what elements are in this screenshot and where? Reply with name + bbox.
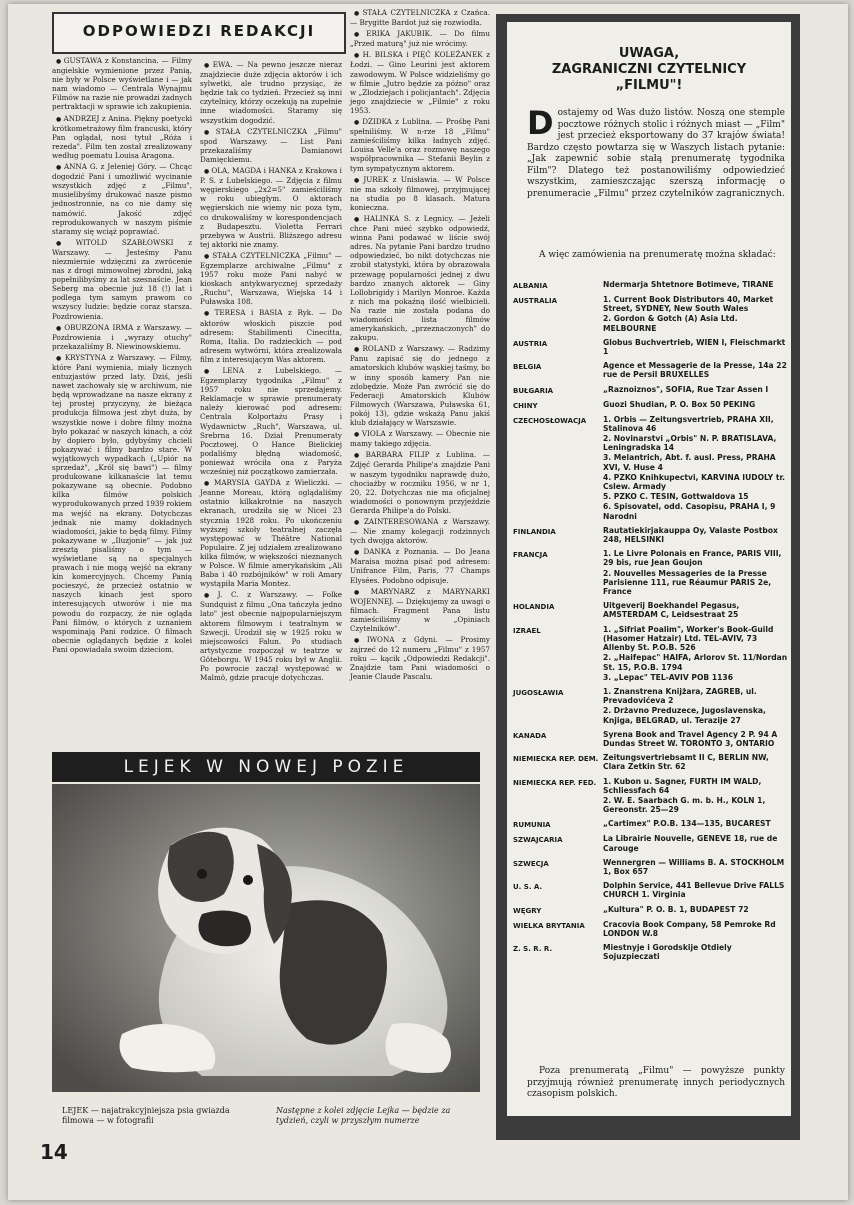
spaniel-illustration	[52, 784, 480, 1092]
page-number: 14	[40, 1140, 68, 1164]
reply-paragraph: ● TERESA i BASIA z Ryk. — Do aktorów włoskich piszcie pod adresem: Stabilimenti Cinecitta, Roma, Italia. Do radzieckich — pod adresem wytwórni, która zrealizowała film z interesującym Was aktorem.	[200, 308, 342, 364]
photo-heading	[52, 752, 480, 782]
country-name: CHINY	[513, 401, 538, 410]
country-name: ALBANIA	[513, 282, 548, 290]
distributor-row	[513, 601, 789, 620]
country-name: IZRAEL	[513, 626, 541, 635]
reply-paragraph: ● GUSTAWA z Konstancina. — Filmy angielskie wymienione przez Panią, nie były w Polsce wyświetlane i — jak nam wiadomo — Centrala Wynajmu Filmów na razie nie prowadzi żadnych pertraktacji w sprawie ich zakupienia.	[52, 56, 192, 112]
agent-list	[603, 601, 789, 620]
distributor-row	[513, 834, 789, 853]
distributor-row	[513, 687, 789, 726]
agent-entry: 5. PZKO C. TESIN, Gottwaldova 15	[603, 492, 749, 502]
reply-paragraph: ● HALINKA S. z Legnicy. — Jeżeli chce Pani mieć szybko odpowiedź, winna Pani podawać w liście swój adres. Na pytanie Pani bardzo trudno odpowiedzieć, bo nikt dotychczas nie zrobił statystyki, która by obrazowała przewagę popularności jednej z dwu bardzo znanych aktorek — Giny Lollobrigidy i Marilyn Monroe. Każda z nich ma pokaźną ilość wielbicieli. Na razie nie została podana do wiadomości lista filmów amerykańskich, „przeznaczonych" do zakupu.	[350, 214, 490, 342]
agent-entry: 2. Drżavno Preduzece, Jugoslavenska, Knjiga, BELGRAD, ul. Terazije 27	[603, 706, 766, 725]
distributor-row	[513, 625, 789, 683]
agent-entry: 2. Gordon & Gotch (A) Asia Ltd. MELBOURNE	[603, 314, 738, 333]
agent-entry: 2. W. E. Saarbach G. m. b. H., KOLN 1, Gereonstr. 25—29	[603, 795, 766, 815]
reply-paragraph: ● BARBARA FILIP z Lublina. — Zdjęć Gerarda Philipe'a znajdzie Pani w naszym tygodniku naprawdę dużo, chociażby w roczniku 1956, w nr 1, 20, 22. Dotychczas nie ma oficjalnej wiadomości o ponownym przyjeździe Gerarda Philipe'a do Polski.	[350, 450, 490, 515]
reply-paragraph: ● OBURZONA IRMA z Warszawy. — Pozdrowienia i „wyrazy otuchy" przekazaliśmy B. Niewinowskiemu.	[52, 323, 192, 351]
country-name: BUŁGARIA	[513, 386, 554, 395]
country-name: FINLANDIA	[513, 527, 556, 536]
reply-paragraph: ● ANNA G. z Jeleniej Góry. — Chcąc dogodzić Pani i umożliwić wycinanie wszystkich zdjęć z „Filmu", musielibyśmy drukować nasze pismo jednostronnie, na co nie damy się namówić. Jakość zdjęć reprodukowanych w naszym piśmie staramy się wciąż poprawiać.	[52, 162, 192, 236]
letters-column-2	[200, 60, 342, 684]
reply-paragraph: ● ERIKA JAKUBIK. — Do filmu „Przed maturą" już nie wrócimy.	[350, 29, 490, 48]
distributor-row	[513, 943, 789, 962]
reply-paragraph: ● H. BILSKA i PIĘĆ KOLEŻANEK z Łodzi. — Gino Leurini jest aktorem zawodowym. W Polsce widzieliśmy go w filmie „Jutro będzie za późno" oraz w „Złodziejach i policjantach". Zdjęcia jego znajdziecie w „Filmie" z roku 1953.	[350, 50, 490, 115]
notice-closing: Poza prenumeratą „Filmu" — powyższe punkty przyjmują również prenumeratę innych periodycznych czasopism polskich.	[527, 1066, 785, 1099]
reply-paragraph: ● STAŁA CZYTELNICZKA z Czańca. — Brygitte Bardot już się rozwiodła.	[350, 8, 490, 27]
agent-entry: „Cartimex" P.O.B. 134—135, BUCAREST	[603, 819, 771, 829]
section-title: ODPOWIEDZI REDAKCJI	[82, 22, 316, 40]
agent-list	[603, 834, 789, 853]
drop-cap: D	[527, 104, 554, 142]
photo-heading-text: LEJEK W NOWEJ POZIE	[123, 757, 409, 777]
agent-list	[603, 777, 789, 816]
reply-paragraph: ● IWONA z Gdyni. — Prosimy zajrzeć do 12 numeru „Filmu" z 1957 roku — kącik „Odpowiedzi Redakcji". Znajdzie tam Pani wiadomości o Jeanie Claude Pascalu.	[350, 635, 490, 681]
agent-list	[603, 858, 789, 877]
distributor-row	[513, 753, 789, 772]
agent-entry: Zeitungsvertriebsamt II C, BERLIN NW, Clara Zetkin Str. 62	[603, 753, 769, 772]
agent-list	[603, 526, 789, 545]
agent-list	[603, 730, 789, 749]
agent-list	[603, 361, 789, 380]
country-name: BELGIA	[513, 363, 542, 372]
agent-entry: Wennergren — Williams B. A. STOCKHOLM 1, Box 657	[603, 857, 785, 876]
distributor-row	[513, 858, 789, 877]
country-name: SZWECJA	[513, 859, 549, 868]
agent-list	[603, 920, 789, 939]
agent-entry: 1. Current Book Distributors 40, Market Street, SYDNEY, New South Wales	[603, 295, 774, 314]
reply-paragraph: ● ANDRZEJ z Anina. Piękny poetycki krótkometrażowy film francuski, który Pan oglądał, nosi tytuł „Róża i rezeda". Film ten został zrealizowany według poematu Louisa Aragona.	[52, 114, 192, 160]
distributor-row	[513, 385, 789, 396]
reply-paragraph: ● KRYSTYNA z Warszawy. — Filmy, które Pani wymienia, miały licznych entuzjastów przed laty. Dziś, jeśli nawet zachowały się w archiwum, nie będą wprowadzane na nasze ekrany z tej prostej przyczyny, że bieżąca produkcja filmowa jest zbyt duża, by wszystkie nowe i dobre filmy można było pokazać w naszych kinach, a cóż by dopiero było, gdybyśmy chcieli pokazywać i filmy bardzo stare. W wyjątkowych wypadkach („Upiór na sprzedaż", „Król się bawi") — filmy produkowane kilkanaście lat temu pokazywane są obecnie. Podobno kilka filmów polskich wyprodukowanych przed 1939 rokiem ma wejść na ekrany. Dotychczas jednak nie mamy dokładnych wiadomości, jakie to będą filmy. Filmy pokazywane w „Iluzjonie" — jak już zresztą pisaliśmy o tym — wyświetlane są na specjalnych prawach i nie mogą wejść na ekrany kin komercyjnych. Chcemy Panią pocieszyć, że przecież ostatnio w naszych kinach jest sporo interesujących utworów i nie ma powodu do rozpaczy, że nie ogląda Pani filmów, o których z uznaniem wspominają Pani rodzice. O filmach obecnie oglądanych będzie z kolei Pani opowiadała swoim dzieciom.	[52, 353, 192, 654]
agent-list	[603, 400, 789, 411]
agent-entry: 1. Znanstrena Knijżara, ZAGREB, ul. Prevadovićeva 2	[603, 686, 757, 706]
agent-list	[603, 819, 789, 830]
agent-list	[603, 753, 789, 772]
country-name: JUGOSŁAWIA	[513, 688, 564, 697]
reply-paragraph: ● ROLAND z Warszawy. — Radzimy Panu zapisać się do jednego z amatorskich klubów wąskiej taśmy, bo w inny sposób kamery Pan nie zdobędzie. Może Pan zwrócić się do Federacji Amatorskich Klubów Filmowych (Warszawa, Puławska 61, pokój 13), gdzie wskażą Panu jakiś klub działający w Warszawie.	[350, 344, 490, 427]
reply-paragraph: ● J. C. z Warszawy. — Folke Sundquist z filmu „Ona tańczyła jedno lato" jest obecnie najpopularniejszym aktorem filmowym i teatralnym w Szwecji. Urodził się w 1925 roku w miejscowości Falun. Po studiach artystyczne rozpoczął w teatrze w Göteborgu. W 1945 roku był w Anglii. Po powrocie zaczął występować w Malmö, gdzie pracuje dotychczas.	[200, 590, 342, 682]
agent-list	[603, 295, 789, 334]
agent-entry: 3. Melantrich, Abt. f. ausl. Press, PRAHA XVI, V. Huse 4	[603, 453, 776, 472]
agent-list	[603, 338, 789, 357]
reply-paragraph: ● DZIDKA z Lublina. — Prośbę Pani spełniliśmy. W n-rze 18 „Filmu" zamieściliśmy kilka ładnych zdjęć. Louisa Velle'a oraz rozmowę naszego współpracownika — Stefanii Beylin z tym sympatycznym aktorem.	[350, 117, 490, 173]
agent-list	[603, 943, 789, 962]
agent-entry: La Librairie Nouvelle, GENEVE 18, rue de Carouge	[603, 834, 778, 853]
agent-entry: 1. Le Livre Polonais en France, PARIS VIII, 29 bis, rue Jean Goujon	[603, 549, 782, 568]
agent-entry: Miestnyje i Gorodskije Otdiely Sojuzpieczati	[603, 942, 732, 962]
agent-list	[603, 625, 789, 683]
reply-paragraph: ● EWA. — Na pewno jeszcze nieraz znajdziecie duże zdjęcia aktorów i ich sylwetki, ale trudno przysiąc, że będzie tak co tydzień. Przecież są inni czytelnicy, którzy oczekują na zupełnie inne wiadomości. Staramy się wszystkim dogodzić.	[200, 60, 342, 125]
agent-entry: 1. Kubon u. Sagner, FURTH IM WALD, Schliessfach 64	[603, 776, 762, 795]
country-name: SZWAJCARIA	[513, 836, 563, 845]
next-photo-note: Następne z kolei zdjęcie Lejka — będzie za tydzień, czyli w przyszłym numerze	[276, 1106, 451, 1125]
agent-entry: 6. Spisovatel, odd. Casopisu, PRAHA I, 9 Narodni	[603, 502, 776, 521]
agent-entry: Agence et Messagerie de la Presse, 14a 22 rue de Persil BRUXELLES	[603, 361, 787, 380]
dog-photo	[52, 784, 480, 1092]
country-name: HOLANDIA	[513, 603, 555, 612]
reply-paragraph: ● DANKA z Poznania. — Do Jeana Maraisa można pisać pod adresem: Unifrance Film, Paris, 77 Champs Elysées. Podobno odpisuje.	[350, 547, 490, 584]
agent-entry: 3. „Lepac" TEL-AVIV POB 1136	[603, 672, 733, 682]
distributor-row	[513, 400, 789, 411]
agent-entry: Syrena Book and Travel Agency 2 P. 94 A Dundas Street W. TORONTO 3, ONTARIO	[603, 729, 778, 748]
reply-paragraph: ● MARYSIA GAYDA z Wieliczki. — Jeanne Moreau, którą oglądaliśmy ostatnio kilkakrotnie na naszych ekranach, urodziła się w Nicei 23 stycznia 1928 roku. Po ukończeniu wyższej szkoły teatralnej zaczęła występować w Théâtre National Populaire. Z jej udziałem zrealizowano kilka filmów, w większości nieznanych w Polsce. W filmie amerykańskim „Ali Baba i 40 rozbójników" w roli Amary wystąpiła Maria Montez.	[200, 478, 342, 588]
notice-title	[507, 46, 791, 94]
country-name: WĘGRY	[513, 906, 542, 915]
section-header	[52, 12, 346, 54]
notice-intro	[527, 104, 785, 200]
agent-entry: Rautatiekirjakauppa Oy, Valaste Postbox 248, HELSINKI	[603, 525, 778, 545]
reply-paragraph: ● STAŁA CZYTELNICZKA „Filmu" spod Warszawy. — List Pani przekazaliśmy Damianowi Damięckiemu.	[200, 127, 342, 164]
agent-list	[603, 905, 789, 916]
agent-list	[603, 385, 789, 396]
reply-paragraph: ● STAŁA CZYTELNICZKA „Filmu" — Egzemplarze archiwalne „Filmu" z 1957 roku może Pani nabyć w kioskach antykwarycznej sprzedaży „Ruchu", Warszawa, Wiejska 14 i Puławska 108.	[200, 251, 342, 307]
country-name: KANADA	[513, 731, 547, 740]
reply-paragraph: ● VIOLA z Warszawy. — Obecnie nie mamy takiego zdjęcia.	[350, 429, 490, 448]
agent-entry: Guozi Shudian, P. O. Box 50 PEKING	[603, 399, 756, 409]
country-name: NIEMIECKA REP. FED.	[513, 778, 597, 787]
reply-paragraph: ● LENA z Lubelskiego. — Egzemplarzy tygodnika „Filmu" z 1957 roku nie sprzedajemy. Reklamacje w sprawie prenumeraty należy kierować pod adresem: Centrala Kolportażu Prasy i Wydawnictw „Ruch", Warszawa, ul. Srebrna 16. Dział Prenumeraty Pocztowej. O Hance Bielickiej podaliśmy błędną wiadomość, ponieważ wróciła ona z Paryża wcześniej niż początkowo zamierzała.	[200, 366, 342, 476]
country-name: AUSTRALIA	[513, 297, 557, 305]
country-name: NIEMIECKA REP. DEM.	[513, 755, 599, 764]
agent-entry: 2. Nouvelles Messageries de la Presse Parisienne 111, rue Réaumur PARIS 2e, France	[603, 568, 772, 597]
reply-paragraph: ● ZAINTERESOWANA z Warszawy. — Nie znamy kolegacji rodzinnych tych dwojga aktorów.	[350, 517, 490, 545]
notice-intro-text: ostajemy od Was dużo listów. Noszą one stemple pocztowe różnych stolic i różnych miast — „Film" jest przecież eksportowany do 37 krajów świata! Bardzo często powtarza się w Waszych listach pytanie: „Jak zapewnić sobie stałą prenumeratę tygodnika Film"? Dlatego też postanowiliśmy odpowiedzieć wszystkim, zamieszczając szerszą informację o prenumeracie „Filmu" przez czytelników zagranicznych.	[527, 108, 785, 199]
agent-entry: Globus Buchvertrieb, WIEN I, Fleischmarkt 1	[603, 337, 786, 357]
distributor-row	[513, 280, 789, 291]
agent-list	[603, 280, 789, 291]
country-name: U. S. A.	[513, 883, 543, 892]
country-name: CZECHOSŁOWACJA	[513, 416, 587, 425]
order-note: A więc zamówienia na prenumeratę można składać:	[539, 250, 776, 260]
distributor-row	[513, 549, 789, 597]
foreign-readers-notice	[507, 22, 791, 1116]
distributor-row	[513, 905, 789, 916]
agent-entry: 4. PZKO Knihkupectvi, KARVINA IUDOLY tr. Cslew. Armady	[603, 472, 785, 492]
agent-entry: „Kultura" P. O. B. 1, BUDAPEST 72	[603, 904, 749, 914]
letters-column-1	[52, 56, 192, 656]
country-name: Z. S. R. R.	[513, 944, 553, 953]
reply-paragraph: ● MARYNARZ z MARYNARKI WOJENNEJ. — Dziękujemy za uwagi o filmach. Fragment Pana listu zamieściliśmy w „Opiniach Czytelników".	[350, 587, 490, 633]
distributor-row	[513, 526, 789, 545]
agent-entry: Cracovia Book Company, 58 Pemroke Rd LONDON W.8	[603, 919, 776, 938]
agent-list	[603, 549, 789, 597]
photo-caption: LEJEK — najatrakcyjniejsza psia gwiazda filmowa — w fotografii	[62, 1106, 230, 1125]
agent-list	[603, 415, 789, 522]
distributor-row	[513, 295, 789, 334]
distributor-row	[513, 920, 789, 939]
distributor-row	[513, 338, 789, 357]
agent-entry: „Raznoiznos", SOFIA, Rue Tzar Assen I	[603, 384, 769, 394]
agent-entry: 1. „Sifriat Poalim", Worker's Book-Guild (Hasomer Hatzair) Ltd. TEL-AVIV, 73 Allenby St. P.O.B. 526	[603, 624, 774, 653]
distributor-row	[513, 730, 789, 749]
agent-entry: Ndermarja Shtetnore Botimeve, TIRANE	[603, 280, 774, 289]
distributor-row	[513, 881, 789, 900]
agent-entry: 2. „Haifepac" HAIFA, Arlorov St. 11/Nordan St. 15, P.O.B. 1794	[603, 653, 788, 672]
agent-list	[603, 687, 789, 726]
distributor-row	[513, 361, 789, 380]
agent-entry: 2. Novinarstvi „Orbis" N. P. BRATISLAVA, Leningradska 14	[603, 434, 777, 453]
country-name: AUSTRIA	[513, 339, 548, 348]
country-name: FRANCJA	[513, 551, 548, 560]
reply-paragraph: ● OLA, MAGDA i HANKA z Krakowa i P. S. z Lubelskiego. — Zdjęcia z filmu węgierskiego „2x2=5" zamieściliśmy w roku ubiegłym. O aktorach węgierskich nie wiemy nic poza tym, co drukowaliśmy w korespondencjach z Budapesztu. Violetta Ferrari przebywa w Austrii. Bliższego adresu tej aktorki nie znamy.	[200, 166, 342, 249]
distributor-row	[513, 777, 789, 816]
notice-title-line: UWAGA,	[618, 46, 680, 61]
letters-column-3	[350, 8, 490, 684]
reply-paragraph: ● WITOLD SZABŁOWSKI z Warszawy. — Jesteśmy Panu niezmiernie wdzięczni za zwrócenie nas z drogi mimowolnej zbrodni, jaką popełnilibyśmy za lat szesnaście. Jean Seberg ma obecnie już 18 (!) lat i podlega tym samym prawom co wszyscy ludzie: będzie coraz starsza. Pozdrowienia.	[52, 238, 192, 321]
agent-list	[603, 881, 789, 900]
country-name: RUMUNIA	[513, 821, 551, 830]
agent-entry: Uitgeverij Boekhandel Pegasus, AMSTERDAM C, Leidsestraat 25	[603, 601, 740, 620]
reply-paragraph: ● JUREK z Unisławia. — W Polsce nie ma szkoły filmowej, przyjmującej na studia po 8 klasach. Matura konieczna.	[350, 175, 490, 212]
distributor-list	[513, 280, 789, 966]
notice-title-line: ZAGRANICZNI CZYTELNICY	[551, 62, 747, 77]
agent-entry: Dolphin Service, 441 Bellevue Drive FALLS CHURCH 1. Virginia	[603, 881, 785, 900]
distributor-row	[513, 819, 789, 830]
country-name: WIELKA BRYTANIA	[513, 921, 585, 930]
agent-entry: 1. Orbis — Zeitungsvertrieb, PRAHA XII, Stalinova 46	[603, 414, 774, 433]
distributor-row	[513, 415, 789, 522]
notice-title-line: „FILMU"!	[615, 78, 683, 93]
